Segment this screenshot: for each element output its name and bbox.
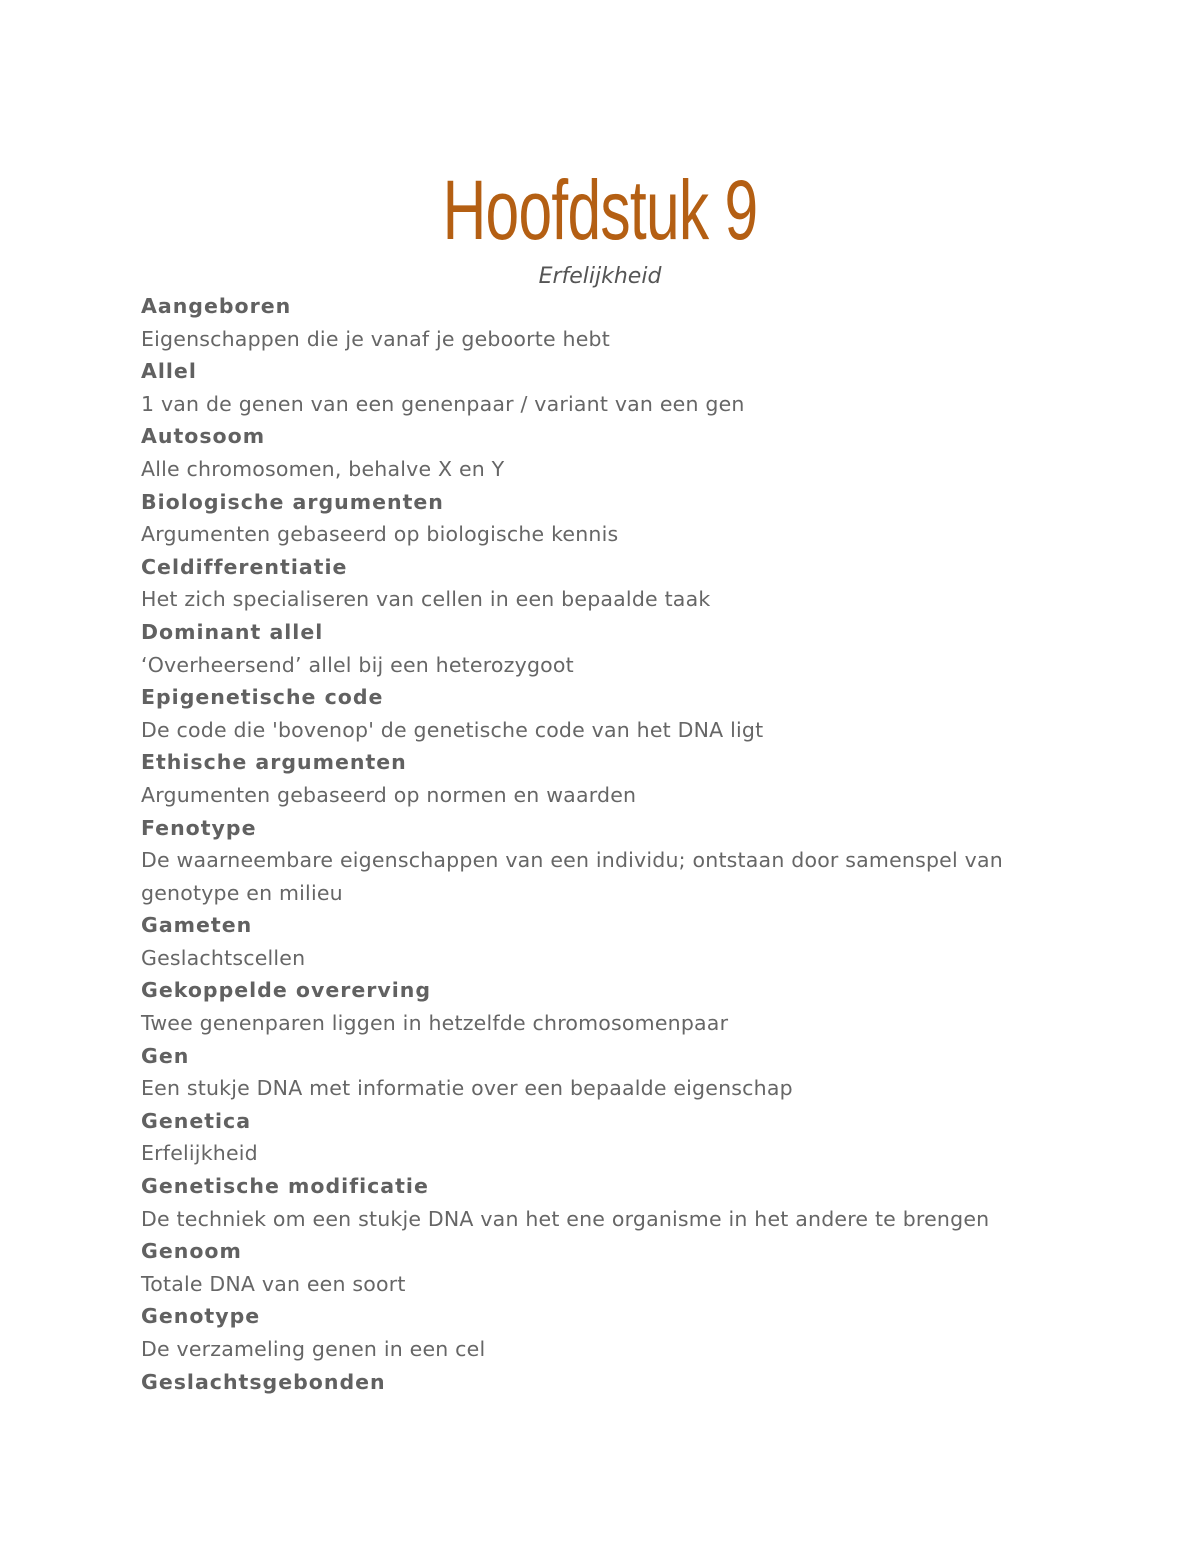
- glossary-term: Dominant allel: [141, 619, 324, 644]
- glossary-definition: Alle chromosomen, behalve X en Y: [141, 456, 505, 481]
- glossary-definition: De waarneembare eigenschappen van een individu; ontstaan door samenspel van genotype en milieu: [141, 848, 1003, 905]
- glossary-definition: Eigenschappen die je vanaf je geboorte hebt: [141, 326, 610, 351]
- glossary-term: Gameten: [141, 913, 253, 938]
- glossary-term: Allel: [141, 359, 197, 384]
- glossary-definition: Argumenten gebaseerd op biologische kennis: [141, 522, 619, 547]
- glossary-term: Genotype: [141, 1304, 261, 1329]
- glossary-definition: 1 van de genen van een genenpaar / variant van een gen: [141, 391, 745, 416]
- glossary-definition: Het zich specialiseren van cellen in een bepaalde taak: [141, 587, 711, 612]
- glossary-definition: Een stukje DNA met informatie over een bepaalde eigenschap: [141, 1076, 793, 1101]
- glossary-definition: De techniek om een stukje DNA van het ene organisme in het andere te brengen: [141, 1206, 990, 1231]
- glossary-definition: Argumenten gebaseerd op normen en waarden: [141, 782, 637, 807]
- glossary-term: Genoom: [141, 1239, 242, 1264]
- glossary-term: Epigenetische code: [141, 685, 384, 710]
- page-title: Hoofdstuk 9: [442, 163, 758, 257]
- glossary-term: Geslachtsgebonden: [141, 1369, 386, 1394]
- glossary-definition: De verzameling genen in een cel: [141, 1337, 486, 1361]
- glossary-definition: Totale DNA van een soort: [141, 1271, 406, 1296]
- glossary-term: Genetica: [141, 1108, 252, 1133]
- glossary-definition: ‘Overheersend’ allel bij een heterozygoot: [141, 652, 574, 677]
- glossary-definition: Erfelijkheid: [141, 1141, 258, 1166]
- glossary-term: Gen: [141, 1043, 190, 1068]
- glossary-term: Biologische argumenten: [141, 489, 444, 514]
- glossary-term: Aangeboren: [141, 294, 292, 318]
- glossary-list: [141, 290, 1061, 1398]
- glossary-term: Celdifferentiatie: [141, 554, 348, 579]
- glossary-term: Fenotype: [141, 815, 257, 840]
- glossary-term: Gekoppelde overerving: [141, 978, 432, 1003]
- glossary-term: Ethische argumenten: [141, 750, 407, 775]
- glossary-definition: Twee genenparen liggen in hetzelfde chromosomenpaar: [141, 1011, 729, 1036]
- glossary-definition: Geslachtscellen: [141, 945, 306, 970]
- glossary-term: Autosoom: [141, 424, 266, 449]
- page-subtitle: Erfelijkheid: [538, 264, 662, 289]
- glossary-definition: De code die 'bovenop' de genetische code van het DNA ligt: [141, 717, 764, 742]
- glossary-term: Genetische modificatie: [141, 1174, 429, 1199]
